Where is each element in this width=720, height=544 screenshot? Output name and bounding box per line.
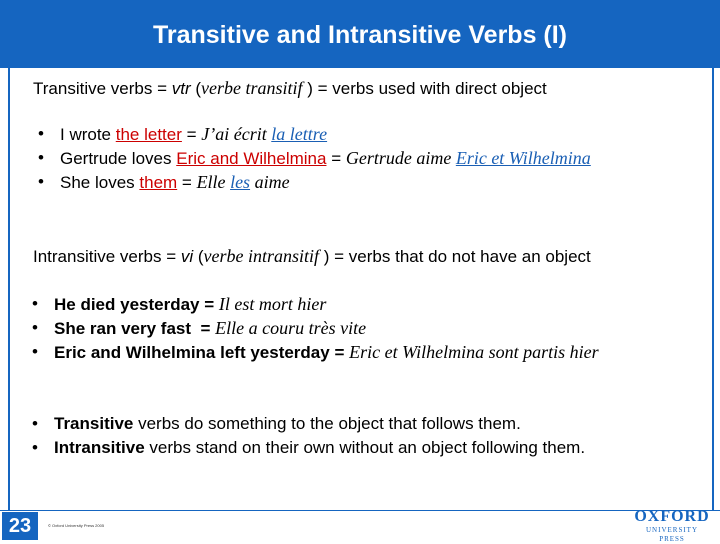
intransitive-examples-list	[32, 292, 599, 364]
oxford-logo	[634, 508, 710, 543]
example-en: He died yesterday	[54, 295, 200, 314]
list-item	[38, 170, 591, 194]
example-en: She loves	[60, 173, 140, 192]
equals: =	[181, 125, 202, 144]
bullet-icon: •	[32, 318, 38, 337]
example-fr-object: la lettre	[271, 124, 328, 144]
definition-french: verbe transitif	[201, 78, 303, 98]
logo-line2: UNIVERSITY PRESS	[646, 526, 698, 543]
definition-french: verbe intransitif	[203, 246, 320, 266]
definition-abbr: vtr	[171, 79, 191, 98]
example-fr: Gertrude aime	[345, 148, 456, 168]
example-fr-object: Eric et Wilhelmina	[455, 148, 591, 168]
intransitive-definition	[33, 246, 591, 267]
bullet-icon: •	[38, 124, 44, 143]
bullet-icon: •	[32, 342, 38, 361]
paren-open: (	[193, 247, 204, 266]
bullet-icon: •	[32, 294, 38, 313]
summary-text: verbs stand on their own without an object following them.	[144, 438, 586, 457]
example-en-object: them	[139, 173, 178, 192]
definition-meaning: ) = verbs that do not have an object	[319, 247, 591, 266]
example-fr: Elle a couru très vite	[215, 318, 367, 338]
logo-line1: OXFORD	[634, 508, 710, 525]
example-en: She ran very fast	[54, 319, 192, 338]
example-fr: Il est mort hier	[218, 294, 327, 314]
summary-text: verbs do something to the object that follows them.	[133, 414, 521, 433]
definition-term: Transitive verbs =	[33, 79, 172, 98]
equals: =	[191, 319, 216, 338]
bullet-icon: •	[32, 414, 38, 433]
example-fr: J’ai écrit	[201, 124, 272, 144]
bullet-icon: •	[38, 172, 44, 191]
example-en: Gertrude loves	[60, 149, 177, 168]
list-item	[32, 412, 585, 436]
definition-meaning: ) = verbs used with direct object	[302, 79, 547, 98]
list-item	[32, 436, 586, 460]
slide-number: 23	[2, 512, 38, 540]
equals: =	[329, 343, 350, 362]
footer-bar	[0, 510, 720, 541]
copyright-notice: © Oxford University Press 2005	[48, 523, 105, 528]
list-item	[38, 122, 591, 146]
transitive-examples-list	[38, 122, 591, 194]
list-item	[32, 316, 599, 340]
equals: =	[177, 173, 197, 192]
example-en: Eric and Wilhelmina left yesterday	[54, 343, 330, 362]
equals: =	[199, 295, 219, 314]
example-en-object: the letter	[115, 125, 182, 144]
list-item	[32, 292, 599, 316]
summary-term: Intransitive	[54, 438, 145, 457]
equals: =	[326, 149, 346, 168]
summary-term: Transitive	[54, 414, 134, 433]
example-fr: Eric et Wilhelmina sont partis hier	[349, 342, 599, 362]
list-item	[32, 340, 599, 364]
bullet-icon: •	[32, 438, 38, 457]
definition-abbr: vi	[180, 247, 194, 266]
bullet-icon: •	[38, 148, 44, 167]
example-fr-object: les	[230, 172, 251, 192]
transitive-definition	[33, 78, 547, 99]
example-fr: Elle	[196, 172, 231, 192]
summary-list	[32, 412, 586, 460]
definition-term: Intransitive verbs =	[33, 247, 181, 266]
example-en: I wrote	[60, 125, 116, 144]
list-item	[38, 146, 591, 170]
example-en-object: Eric and Wilhelmina	[176, 149, 327, 168]
paren-open: (	[190, 79, 202, 98]
example-fr-end: aime	[250, 172, 290, 192]
slide-title: Transitive and Intransitive Verbs (I)	[0, 0, 720, 68]
